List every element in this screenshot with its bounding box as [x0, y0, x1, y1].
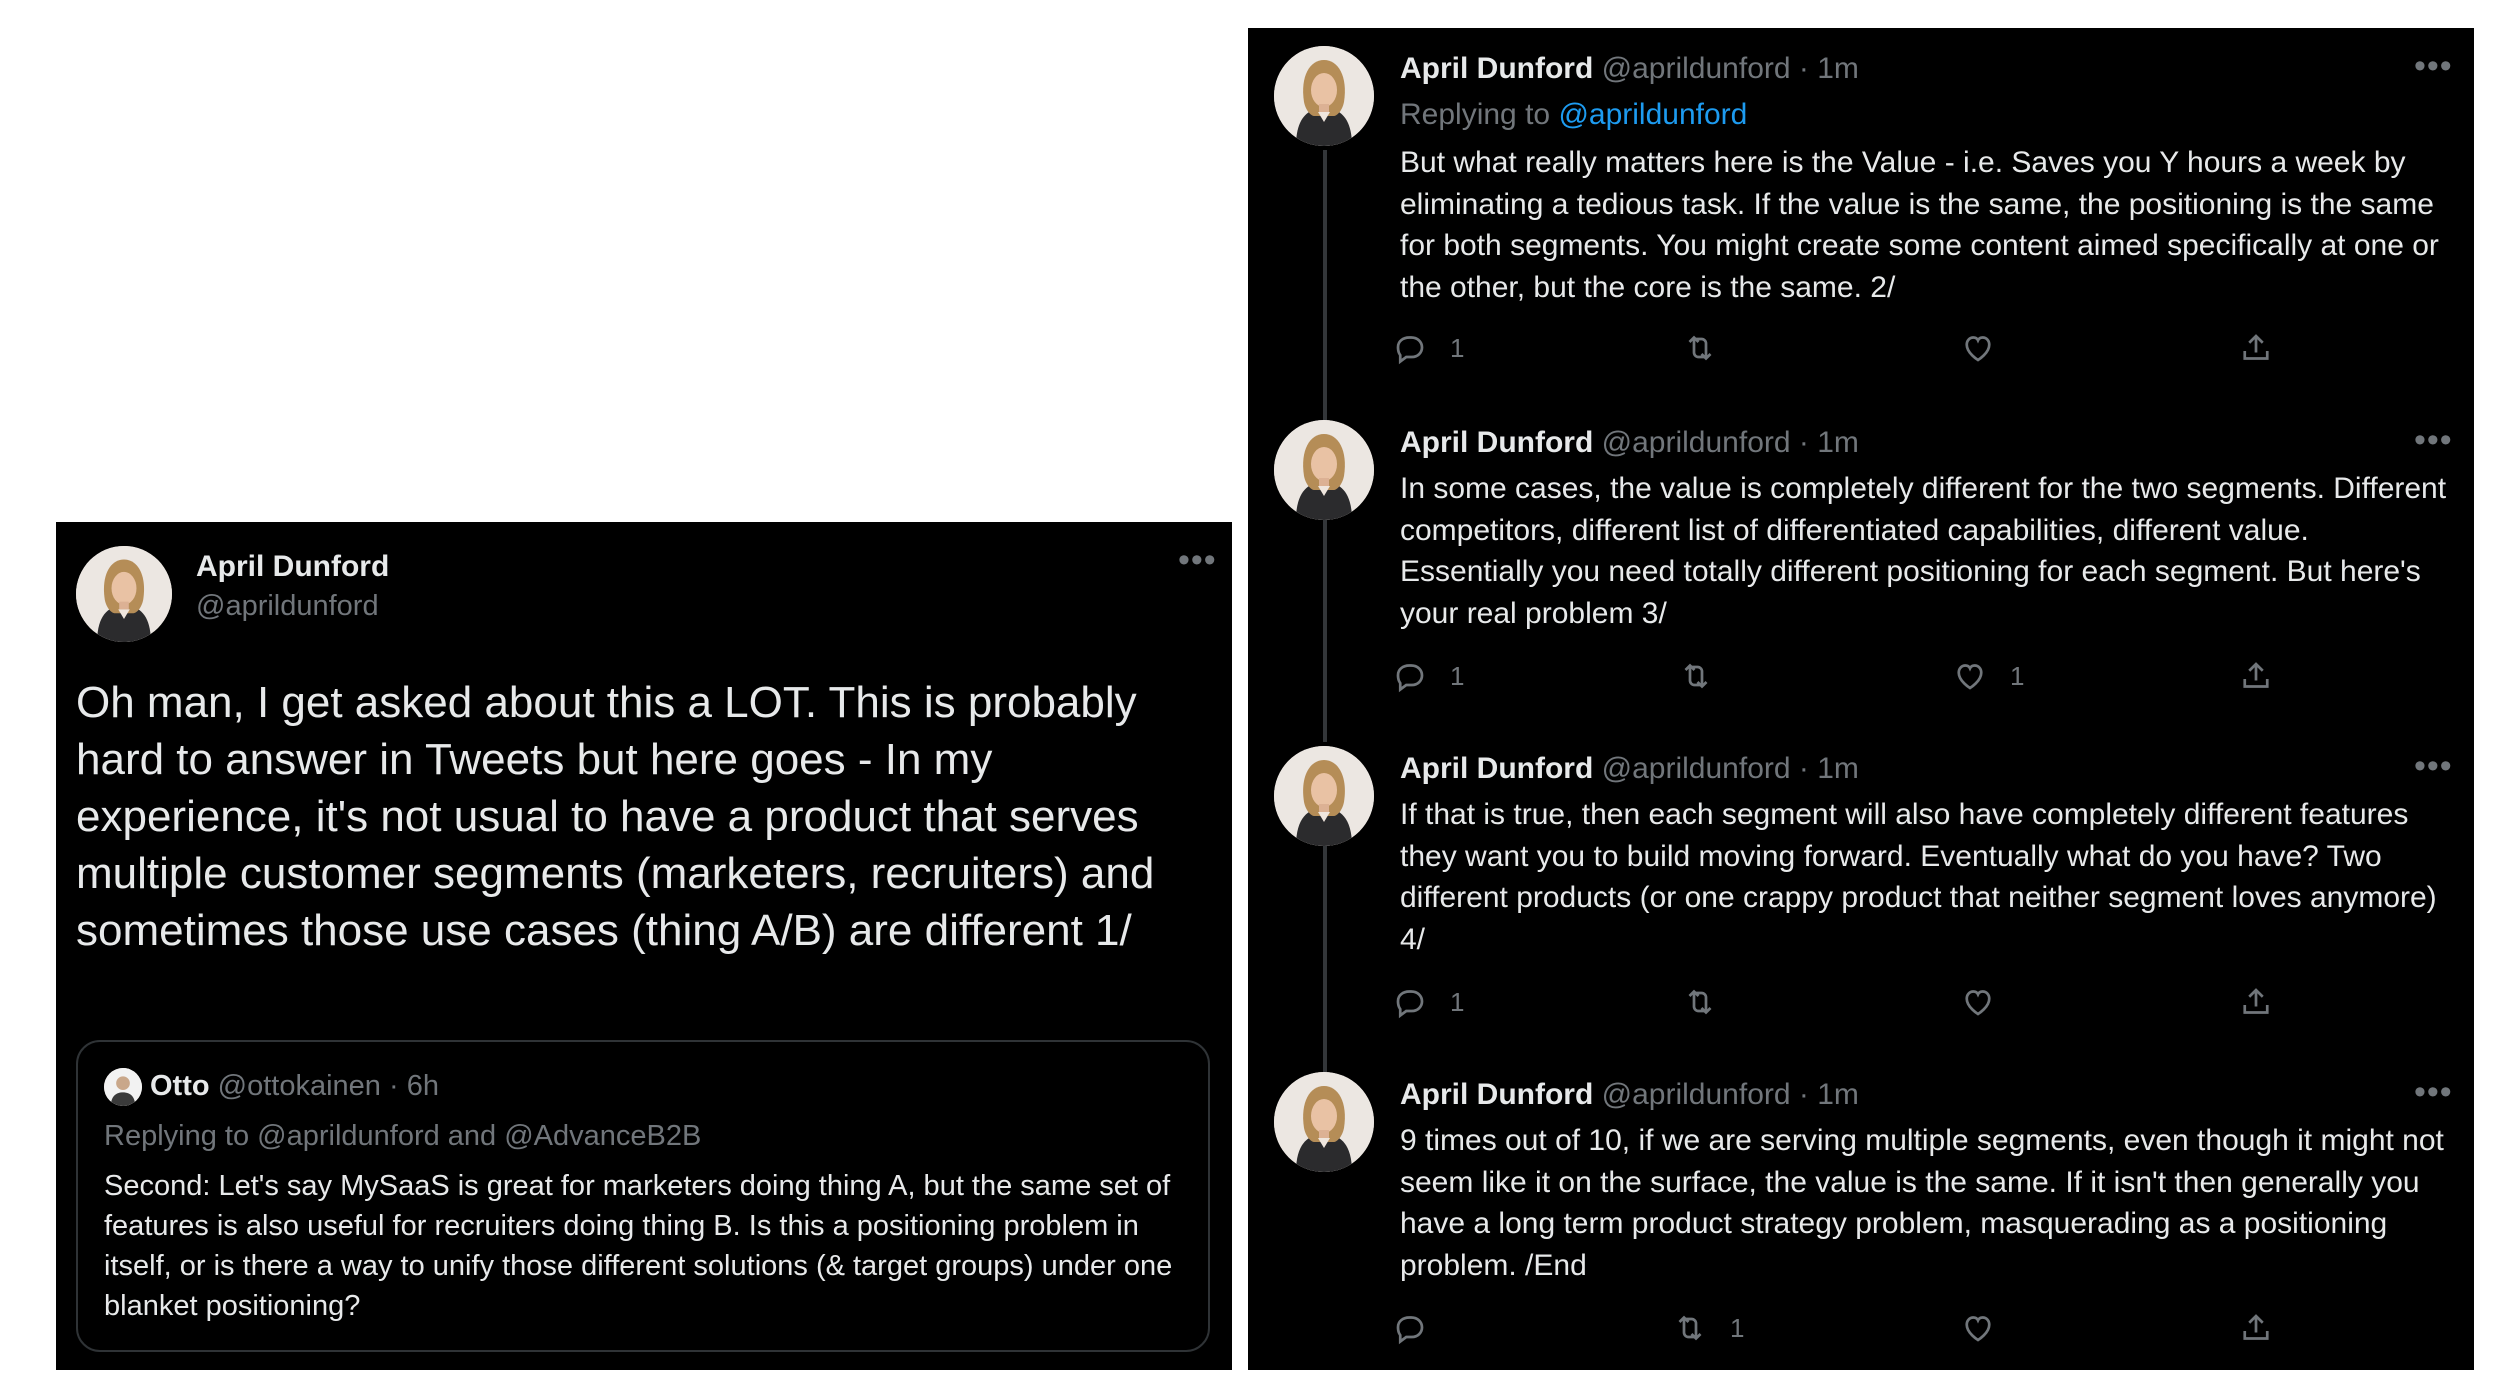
quoted-author-name: Otto: [150, 1070, 210, 1102]
retweet-button[interactable]: [1682, 984, 1740, 1020]
author-avatar[interactable]: [1274, 746, 1374, 846]
share-icon: [2238, 1310, 2274, 1346]
author-handle[interactable]: @aprildunford: [1601, 1078, 1791, 1111]
quoted-author-handle: @ottokainen: [217, 1070, 381, 1102]
author-handle[interactable]: @aprildunford: [1601, 426, 1791, 459]
reply-context: Replying to: [1400, 98, 1551, 131]
tweet-text: In some cases, the value is completely different for the two segments. Different competitors, different list of differentiated capabilities, different value. Essentially you need totally different positioning for each segment. But here's your real problem 3/: [1400, 472, 2447, 630]
author-avatar[interactable]: [1274, 1072, 1374, 1172]
tweet-text: 9 times out of 10, if we are serving multiple segments, even though it might not seem like it on the surface, the value is the same. If it isn't then generally you have a long term product strategy problem, masquerading as a positioning problem. /End: [1400, 1124, 2444, 1282]
like-button[interactable]: [1960, 984, 2018, 1020]
tweet-time[interactable]: · 1m: [1798, 752, 1859, 785]
share-button[interactable]: [2238, 984, 2274, 1020]
like-icon: [1960, 1310, 1996, 1346]
quoted-tweet-card[interactable]: [76, 1040, 1210, 1352]
author-name[interactable]: April Dunford: [1400, 752, 1594, 785]
share-icon: [2238, 330, 2274, 366]
author-handle[interactable]: @aprildunford: [196, 590, 379, 622]
reply-count: 1: [1450, 660, 1465, 691]
reply-button[interactable]: [1392, 1310, 1450, 1346]
author-avatar[interactable]: [1274, 420, 1374, 520]
quoted-author-avatar: [104, 1068, 142, 1106]
retweet-button[interactable]: [1672, 1310, 1744, 1346]
tweet-text: Oh man, I get asked about this a LOT. This is probably hard to answer in Tweets but here goes - In my experience, it's not usual to have a product that serves multiple customer segments (marketers, recruiters) and sometimes those use cases (thing A/B) are different 1/: [76, 678, 1155, 955]
reply-handle-link[interactable]: @aprildunford: [1558, 98, 1748, 131]
retweet-icon: [1682, 330, 1718, 366]
more-horizontal-icon[interactable]: •••: [1178, 541, 1217, 579]
reply-button[interactable]: [1392, 330, 1464, 366]
thread-panel: [1248, 28, 2474, 1370]
quoted-tweet-time: · 6h: [389, 1070, 439, 1102]
reply-button[interactable]: [1392, 984, 1464, 1020]
tweet-text: But what really matters here is the Value - i.e. Saves you Y hours a week by eliminating a tedious task. If the value is the same, the positioning is the same for both segments. You might create some content aimed specifically at one or the other, but the core is the same. 2/: [1400, 146, 2439, 304]
retweet-count: 1: [1730, 1312, 1745, 1343]
main-tweet-card: [56, 522, 1232, 1370]
like-count: 1: [2010, 660, 2025, 691]
retweet-button[interactable]: [1678, 658, 1736, 694]
author-avatar[interactable]: [1274, 46, 1374, 146]
like-button[interactable]: [1960, 1310, 2018, 1346]
tweet-text: If that is true, then each segment will also have completely different features they want you to build moving forward. Eventually what do you have? Two different products (or one crappy product that neither segment loves anymore) 4/: [1400, 798, 2437, 956]
like-button[interactable]: [1960, 330, 2018, 366]
share-button[interactable]: [2238, 1310, 2274, 1346]
like-button[interactable]: [1952, 658, 2024, 694]
more-horizontal-icon[interactable]: •••: [2414, 421, 2453, 459]
reply-button[interactable]: [1392, 658, 1464, 694]
like-icon: [1960, 330, 1996, 366]
retweet-icon: [1672, 1310, 1708, 1346]
more-horizontal-icon[interactable]: •••: [2414, 747, 2453, 785]
author-name[interactable]: April Dunford: [1400, 52, 1594, 85]
share-icon: [2238, 984, 2274, 1020]
tweet-time[interactable]: · 1m: [1798, 52, 1859, 85]
more-horizontal-icon[interactable]: •••: [2414, 47, 2453, 85]
share-icon: [2238, 658, 2274, 694]
like-icon: [1960, 984, 1996, 1020]
tweet-time[interactable]: · 1m: [1798, 1078, 1859, 1111]
reply-count: 1: [1450, 986, 1465, 1017]
thread-connector: [1323, 150, 1327, 436]
more-horizontal-icon[interactable]: •••: [2414, 1073, 2453, 1111]
share-button[interactable]: [2238, 658, 2274, 694]
share-button[interactable]: [2238, 330, 2274, 366]
quoted-reply-context: Replying to @aprildunford and @AdvanceB2B: [104, 1120, 702, 1152]
retweet-button[interactable]: [1682, 330, 1740, 366]
tweet-time[interactable]: · 1m: [1798, 426, 1859, 459]
reply-icon: [1392, 1310, 1428, 1346]
quoted-tweet-text: Second: Let's say MySaaS is great for marketers doing thing A, but the same set of features is also useful for recruiters doing thing B. Is this a positioning problem in itself, or is there a way to unify those different solutions (& target groups) under one blanket positioning?: [104, 1170, 1173, 1322]
reply-icon: [1392, 658, 1428, 694]
author-avatar[interactable]: [76, 546, 172, 642]
retweet-icon: [1678, 658, 1714, 694]
like-icon: [1952, 658, 1988, 694]
author-name[interactable]: April Dunford: [196, 550, 390, 583]
reply-count: 1: [1450, 332, 1465, 363]
author-name[interactable]: April Dunford: [1400, 1078, 1594, 1111]
retweet-icon: [1682, 984, 1718, 1020]
reply-icon: [1392, 330, 1428, 366]
author-name[interactable]: April Dunford: [1400, 426, 1594, 459]
author-handle[interactable]: @aprildunford: [1601, 752, 1791, 785]
author-handle[interactable]: @aprildunford: [1601, 52, 1791, 85]
reply-icon: [1392, 984, 1428, 1020]
